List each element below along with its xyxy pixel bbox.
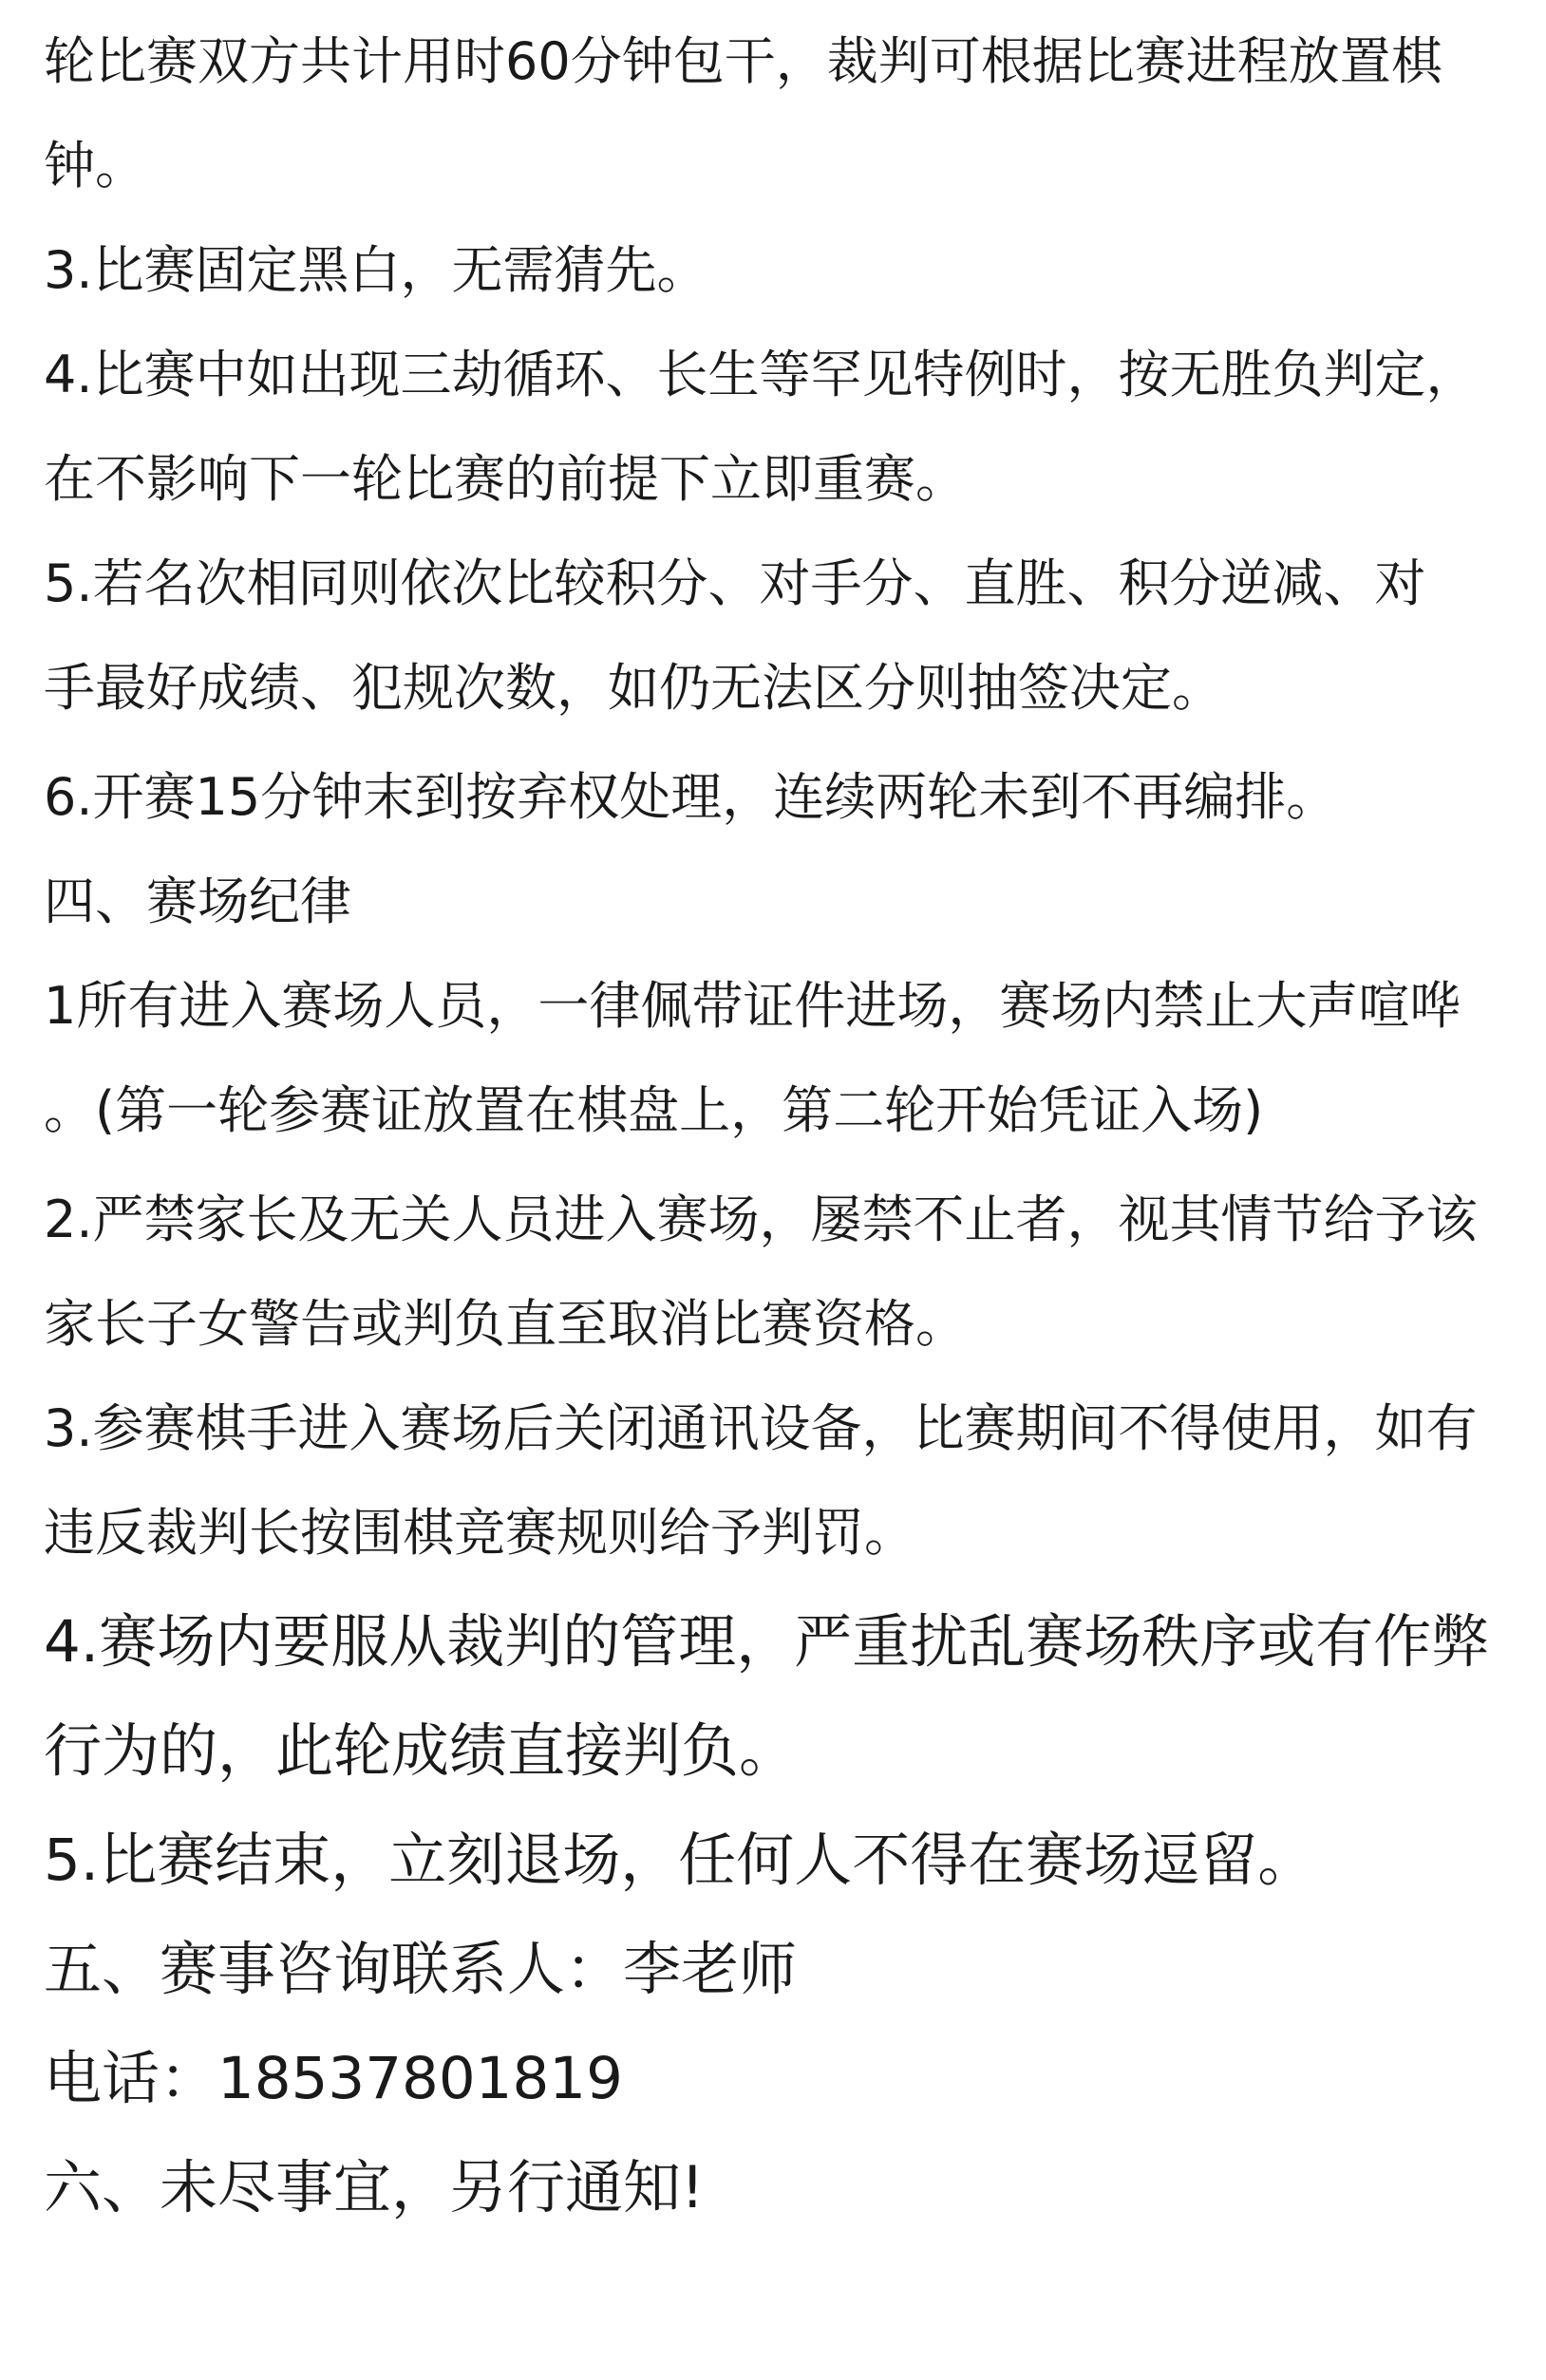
text-line: 3.参赛棋手进入赛场后关闭通讯设备，比赛期间不得使用，如有 — [44, 1398, 1478, 1458]
text-line: 5.比赛结束，立刻退场，任何人不得在赛场逗留。 — [44, 1827, 1316, 1894]
text-line: 钟。 — [44, 136, 146, 196]
text-line: 违反裁判长按围棋竞赛规则给予判罚。 — [44, 1503, 915, 1563]
phone-line: 电话：18537801819 — [44, 2045, 623, 2112]
text-line: 5.若名次相同则依次比较积分、对手分、直胜、积分逆减、对 — [44, 553, 1426, 613]
text-line: 手最好成绩、犯规次数，如仍无法区分则抽签决定。 — [44, 658, 1223, 718]
text-line: 6.开赛15分钟末到按弃权处理，连续两轮未到不再编排。 — [44, 767, 1338, 827]
text-line: 轮比赛双方共计用时60分钟包干，裁判可根据比赛进程放置棋 — [44, 31, 1442, 91]
text-line: 4.比赛中如出现三劫循环、长生等罕见特例时，按无胜负判定， — [44, 345, 1478, 404]
text-line: 2.严禁家长及无关人员进入赛场，屡禁不止者，视其情节给予该 — [44, 1190, 1478, 1249]
text-line: 4.赛场内要服从裁判的管理，严重扰乱赛场秩序或有作弊 — [44, 1608, 1490, 1676]
text-line: 1所有进入赛场人员，一律佩带证件进场，赛场内禁止大声喧哗 — [44, 976, 1461, 1036]
text-line: 家长子女警告或判负直至取消比赛资格。 — [44, 1294, 967, 1354]
text-line: 3.比赛固定黑白，无需猜先。 — [44, 240, 708, 300]
section-heading: 五、赛事咨询联系人：李老师 — [44, 1936, 798, 2003]
text-line: 行为的，此轮成绩直接判负。 — [44, 1717, 798, 1785]
section-heading: 六、未尽事宜，另行通知! — [44, 2154, 705, 2221]
text-line: 在不影响下一轮比赛的前提下立即重赛。 — [44, 449, 967, 509]
section-heading: 四、赛场纪律 — [44, 871, 351, 931]
text-line: 。(第一轮参赛证放置在棋盘上，第二轮开始凭证入场) — [44, 1080, 1264, 1140]
